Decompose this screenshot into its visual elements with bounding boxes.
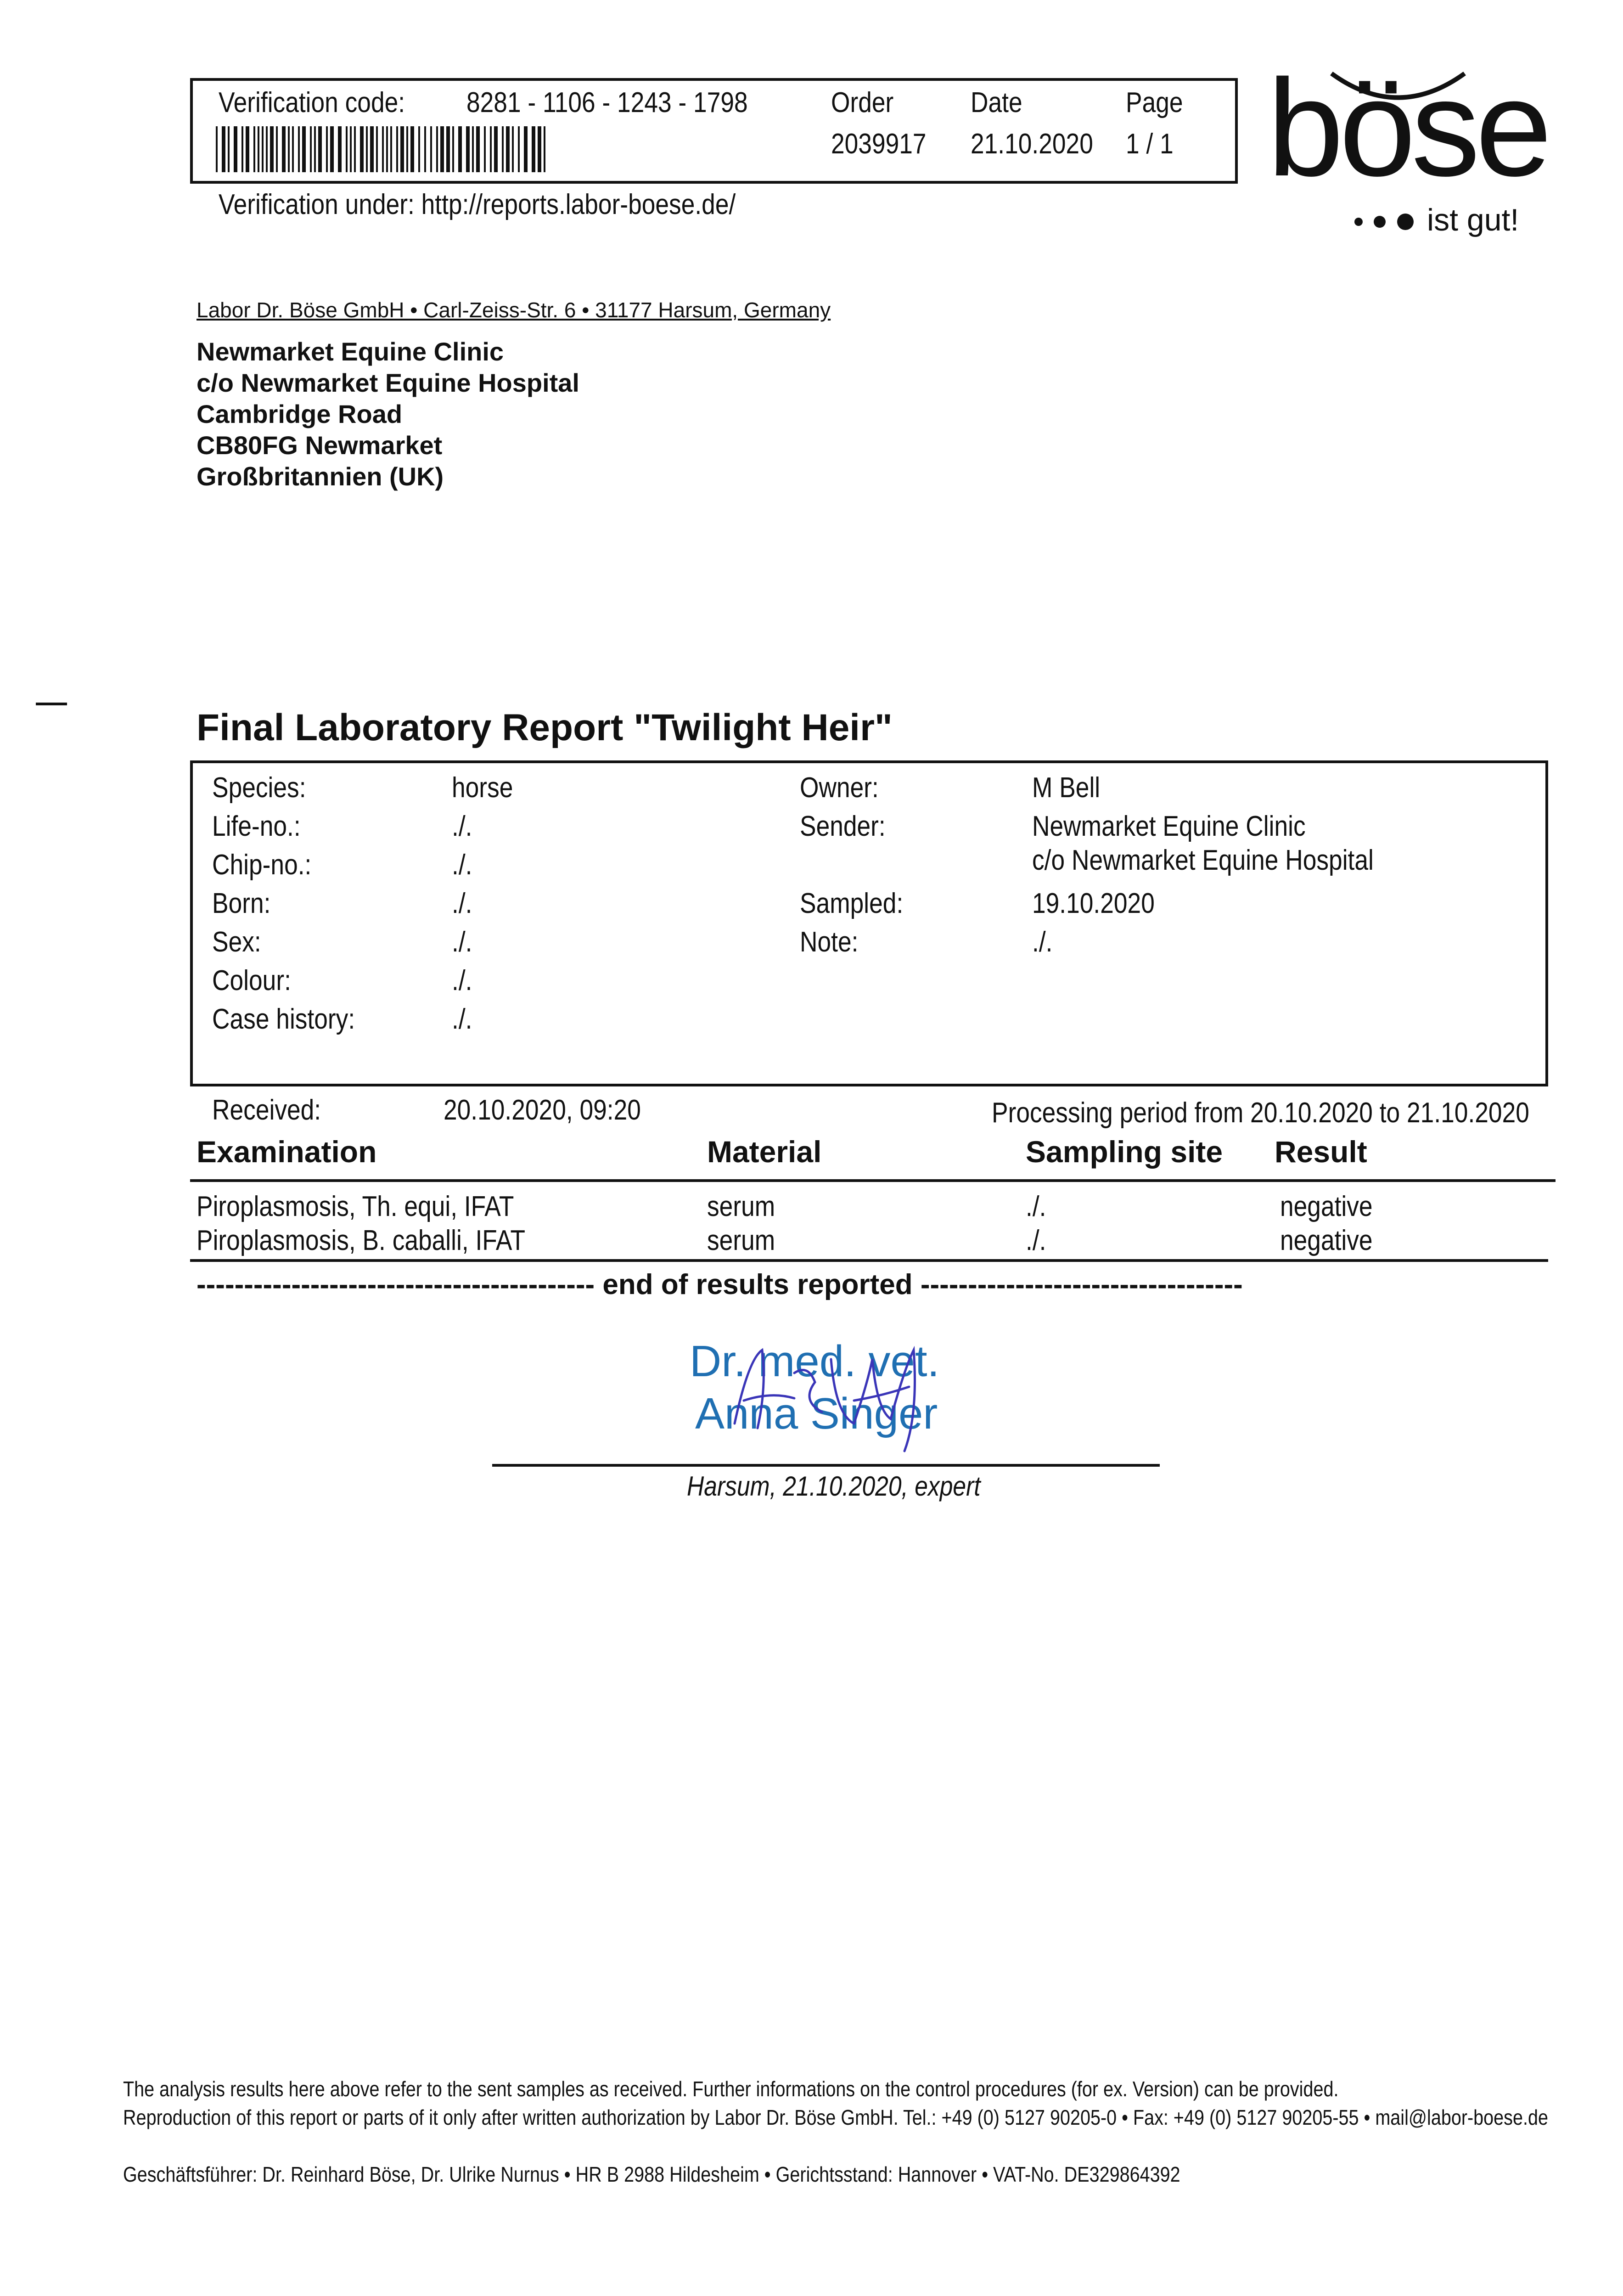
signature-stamp-line-1: Dr. med. vet.	[690, 1337, 940, 1386]
logo-smile-icon	[1322, 69, 1474, 124]
sender-value-line-2: c/o Newmarket Equine Hospital	[1032, 844, 1374, 876]
processing-period: Processing period from 20.10.2020 to 21.10.2020	[992, 1097, 1529, 1129]
colour-value: ./.	[452, 965, 472, 996]
owner-label: Owner:	[800, 772, 879, 804]
page-label: Page	[1126, 87, 1183, 118]
footer-company-info: Geschäftsführer: Dr. Reinhard Böse, Dr. Ulrike Nurnus • HR B 2988 Hildesheim • Gerichtsstand: Hannover • VAT-No. DE329864392	[123, 2162, 1180, 2186]
col-header-sampling-site: Sampling site	[1026, 1135, 1223, 1169]
order-label: Order	[831, 87, 894, 118]
verification-code-value: 8281 - 1106 - 1243 - 1798	[466, 87, 748, 118]
row-2-examination: Piroplasmosis, B. caballi, IFAT	[197, 1225, 526, 1256]
sender-value-line-1: Newmarket Equine Clinic	[1032, 810, 1306, 842]
signature-rule	[492, 1464, 1160, 1467]
col-header-result: Result	[1275, 1135, 1367, 1169]
recipient-line-1: Newmarket Equine Clinic	[197, 337, 504, 366]
footer-disclaimer: The analysis results here above refer to the sent samples as received. Further informations on the control procedures (for ex. Version) can be provided.	[123, 2077, 1339, 2101]
chip-no-label: Chip-no.:	[212, 849, 312, 881]
recipient-line-4: CB80FG Newmarket	[197, 431, 443, 460]
report-title: Final Laboratory Report "Twilight Heir"	[197, 707, 893, 748]
received-value: 20.10.2020, 09:20	[444, 1094, 641, 1126]
owner-value: M Bell	[1032, 772, 1101, 804]
signature-caption: Harsum, 21.10.2020, expert	[687, 1471, 981, 1502]
sender-label: Sender:	[800, 810, 886, 842]
col-header-examination: Examination	[197, 1135, 377, 1169]
footer-reproduction: Reproduction of this report or parts of it only after written authorization by Labor Dr. Böse GmbH. Tel.: +49 (0) 5127 90205-0 • Fax: +49 (0) 5127 90205-55 • mail@labor-boese.de	[123, 2105, 1548, 2129]
note-label: Note:	[800, 926, 859, 958]
patient-details-box	[190, 760, 1548, 1086]
logo-dots-icon	[1352, 210, 1416, 233]
signature-stamp-line-2: Anna Singer	[695, 1389, 938, 1438]
sex-value: ./.	[452, 926, 472, 958]
col-header-material: Material	[707, 1135, 822, 1169]
sampled-label: Sampled:	[800, 888, 904, 919]
lab-sender-line: Labor Dr. Böse GmbH • Carl-Zeiss-Str. 6 • 31177 Harsum, Germany	[197, 298, 831, 322]
bose-logo: böse	[1267, 51, 1548, 205]
fold-mark	[36, 703, 67, 705]
verification-code-label: Verification code:	[219, 87, 405, 118]
species-value: horse	[452, 772, 513, 804]
sex-label: Sex:	[212, 926, 261, 958]
row-2-sampling-site: ./.	[1026, 1225, 1046, 1256]
received-label: Received:	[212, 1094, 321, 1126]
page-value: 1 / 1	[1126, 128, 1174, 160]
note-value: ./.	[1032, 926, 1053, 958]
born-value: ./.	[452, 888, 472, 919]
case-history-label: Case history:	[212, 1003, 355, 1035]
end-of-results-line: ------------------------------------------ end of results reported ----------------------------------	[197, 1269, 1243, 1300]
species-label: Species:	[212, 772, 306, 804]
sampled-value: 19.10.2020	[1032, 888, 1155, 919]
order-value: 2039917	[831, 128, 927, 160]
barcode-icon	[216, 126, 551, 172]
row-2-material: serum	[707, 1225, 775, 1256]
row-1-material: serum	[707, 1191, 775, 1222]
table-bottom-rule	[190, 1259, 1548, 1262]
colour-label: Colour:	[212, 965, 291, 996]
case-history-value: ./.	[452, 1003, 472, 1035]
row-1-examination: Piroplasmosis, Th. equi, IFAT	[197, 1191, 514, 1222]
date-value: 21.10.2020	[971, 128, 1093, 160]
born-label: Born:	[212, 888, 271, 919]
recipient-line-2: c/o Newmarket Equine Hospital	[197, 368, 579, 397]
life-no-label: Life-no.:	[212, 810, 301, 842]
recipient-line-5: Großbritannien (UK)	[197, 462, 444, 491]
row-1-result: negative	[1280, 1191, 1373, 1222]
handwritten-signature-icon	[716, 1332, 973, 1469]
verification-url: Verification under: http://reports.labor-boese.de/	[219, 189, 736, 220]
date-label: Date	[971, 87, 1022, 118]
chip-no-value: ./.	[452, 849, 472, 881]
life-no-value: ./.	[452, 810, 472, 842]
logo-tagline: ist gut!	[1427, 203, 1519, 237]
row-2-result: negative	[1280, 1225, 1373, 1256]
table-header-rule	[190, 1179, 1556, 1182]
row-1-sampling-site: ./.	[1026, 1191, 1046, 1222]
recipient-line-3: Cambridge Road	[197, 400, 403, 428]
